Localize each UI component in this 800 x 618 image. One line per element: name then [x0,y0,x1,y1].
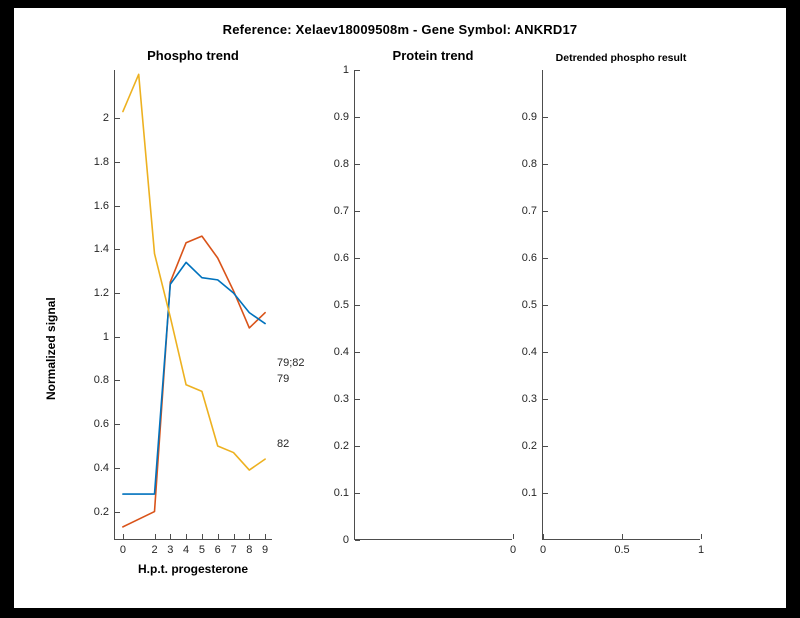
y-tick-mark [355,211,360,212]
series-line-79-82 [123,236,265,527]
x-tick-label: 8 [246,544,253,556]
y-tick-mark [115,512,120,513]
y-tick-label: 2 [102,112,109,125]
x-tick-label: 3 [167,544,174,556]
x-tick-mark [155,534,156,539]
y-tick-mark [543,117,548,118]
y-tick-label: 0.4 [333,346,349,358]
x-tick-mark [202,534,203,539]
y-tick-mark [543,211,548,212]
y-tick-label: 0.9 [521,111,537,123]
x-tick-label: 1 [697,544,705,556]
series-line-79 [123,262,265,494]
y-tick-mark [115,118,120,119]
y-tick-label: 0.5 [521,299,537,311]
y-tick-mark [543,258,548,259]
series-line-82 [123,74,265,470]
figure-title: Reference: Xelaev18009508m - Gene Symbol: ANKRD17 [222,22,578,37]
y-tick-label: 0.6 [333,252,349,264]
x-tick-mark [543,534,544,539]
y-tick-mark [543,164,548,165]
axes-phospho-trend [93,70,272,556]
y-tick-label: 1 [102,330,109,343]
y-tick-label: 1.4 [93,243,109,256]
axis-label-y-phospho: Normalized signal [44,297,58,400]
axes-protein-trend [333,64,517,556]
y-tick-label: 0.3 [333,393,349,405]
x-tick-label: 0 [509,544,517,556]
y-tick-mark [355,305,360,306]
y-tick-label: 0.2 [333,440,349,452]
x-tick-label: 5 [198,544,205,556]
y-tick-label: 0.8 [93,374,109,387]
x-tick-mark [701,534,702,539]
x-tick-label: 0.5 [614,544,630,556]
y-tick-mark [543,305,548,306]
x-tick-mark [249,534,250,539]
y-tick-label: 0.1 [521,487,537,499]
y-tick-mark [355,117,360,118]
x-tick-mark [265,534,266,539]
y-tick-mark [543,352,548,353]
y-tick-label: 0.4 [93,461,109,474]
series-label-79: 79 [277,373,290,385]
y-tick-mark [115,380,120,381]
panel-phospho-trend [44,48,305,576]
y-tick-label: 1.2 [93,286,109,299]
y-tick-label: 0.8 [333,158,349,170]
x-tick-mark [622,534,623,539]
x-tick-mark [513,534,514,539]
y-tick-label: 0.4 [521,346,537,358]
y-tick-label: 0.2 [93,505,109,518]
y-tick-mark [355,70,360,71]
y-tick-label: 0.1 [333,487,349,499]
y-tick-label: 0 [342,534,349,546]
x-tick-label: 0 [119,544,126,556]
y-tick-label: 0.9 [333,111,349,123]
y-tick-mark [355,540,360,541]
panel-title-detrended-phospho: Detrended phospho result [555,52,687,64]
y-tick-label: 0.2 [521,440,537,452]
x-tick-mark [234,534,235,539]
x-tick-label: 2 [151,544,158,556]
x-tick-label: 0 [539,544,547,556]
y-tick-label: 0.3 [521,393,537,405]
x-tick-label: 6 [214,544,221,556]
panel-title-protein-trend: Protein trend [392,48,474,63]
axis-label-x-phospho: H.p.t. progesterone [137,562,248,576]
y-tick-mark [355,164,360,165]
y-tick-mark [115,468,120,469]
phospho-trend-lines [115,70,273,540]
y-tick-label: 0.7 [521,205,537,217]
x-tick-label: 7 [230,544,237,556]
y-tick-label: 0.5 [333,299,349,311]
y-tick-label: 0.6 [93,418,109,431]
y-tick-label: 1 [342,64,349,76]
x-tick-label: 4 [183,544,190,556]
y-tick-mark [355,446,360,447]
y-tick-mark [543,399,548,400]
y-tick-mark [115,206,120,207]
y-tick-label: 0.6 [521,252,537,264]
x-tick-mark [123,534,124,539]
y-tick-mark [355,258,360,259]
x-tick-mark [170,534,171,539]
panel-protein-trend [333,48,517,556]
y-tick-label: 0.7 [333,205,349,217]
x-tick-mark [218,534,219,539]
y-tick-mark [355,352,360,353]
panel-title-phospho-trend: Phospho trend [147,48,239,63]
y-tick-mark [543,446,548,447]
y-tick-mark [355,493,360,494]
series-label-79-82: 79;82 [277,357,305,369]
y-tick-label: 1.6 [93,199,109,212]
y-tick-mark [115,249,120,250]
y-tick-mark [355,399,360,400]
series-label-82: 82 [277,438,290,450]
y-tick-mark [115,293,120,294]
x-tick-label: 9 [262,544,269,556]
panel-detrended-phospho [521,52,705,556]
axes-detrended-phospho [521,70,705,556]
y-tick-mark [115,424,120,425]
y-tick-mark [115,162,120,163]
figure-canvas [14,8,786,608]
y-tick-label: 1.8 [93,155,109,168]
y-tick-label: 0.8 [521,158,537,170]
y-tick-mark [543,493,548,494]
x-tick-mark [186,534,187,539]
y-tick-mark [115,337,120,338]
